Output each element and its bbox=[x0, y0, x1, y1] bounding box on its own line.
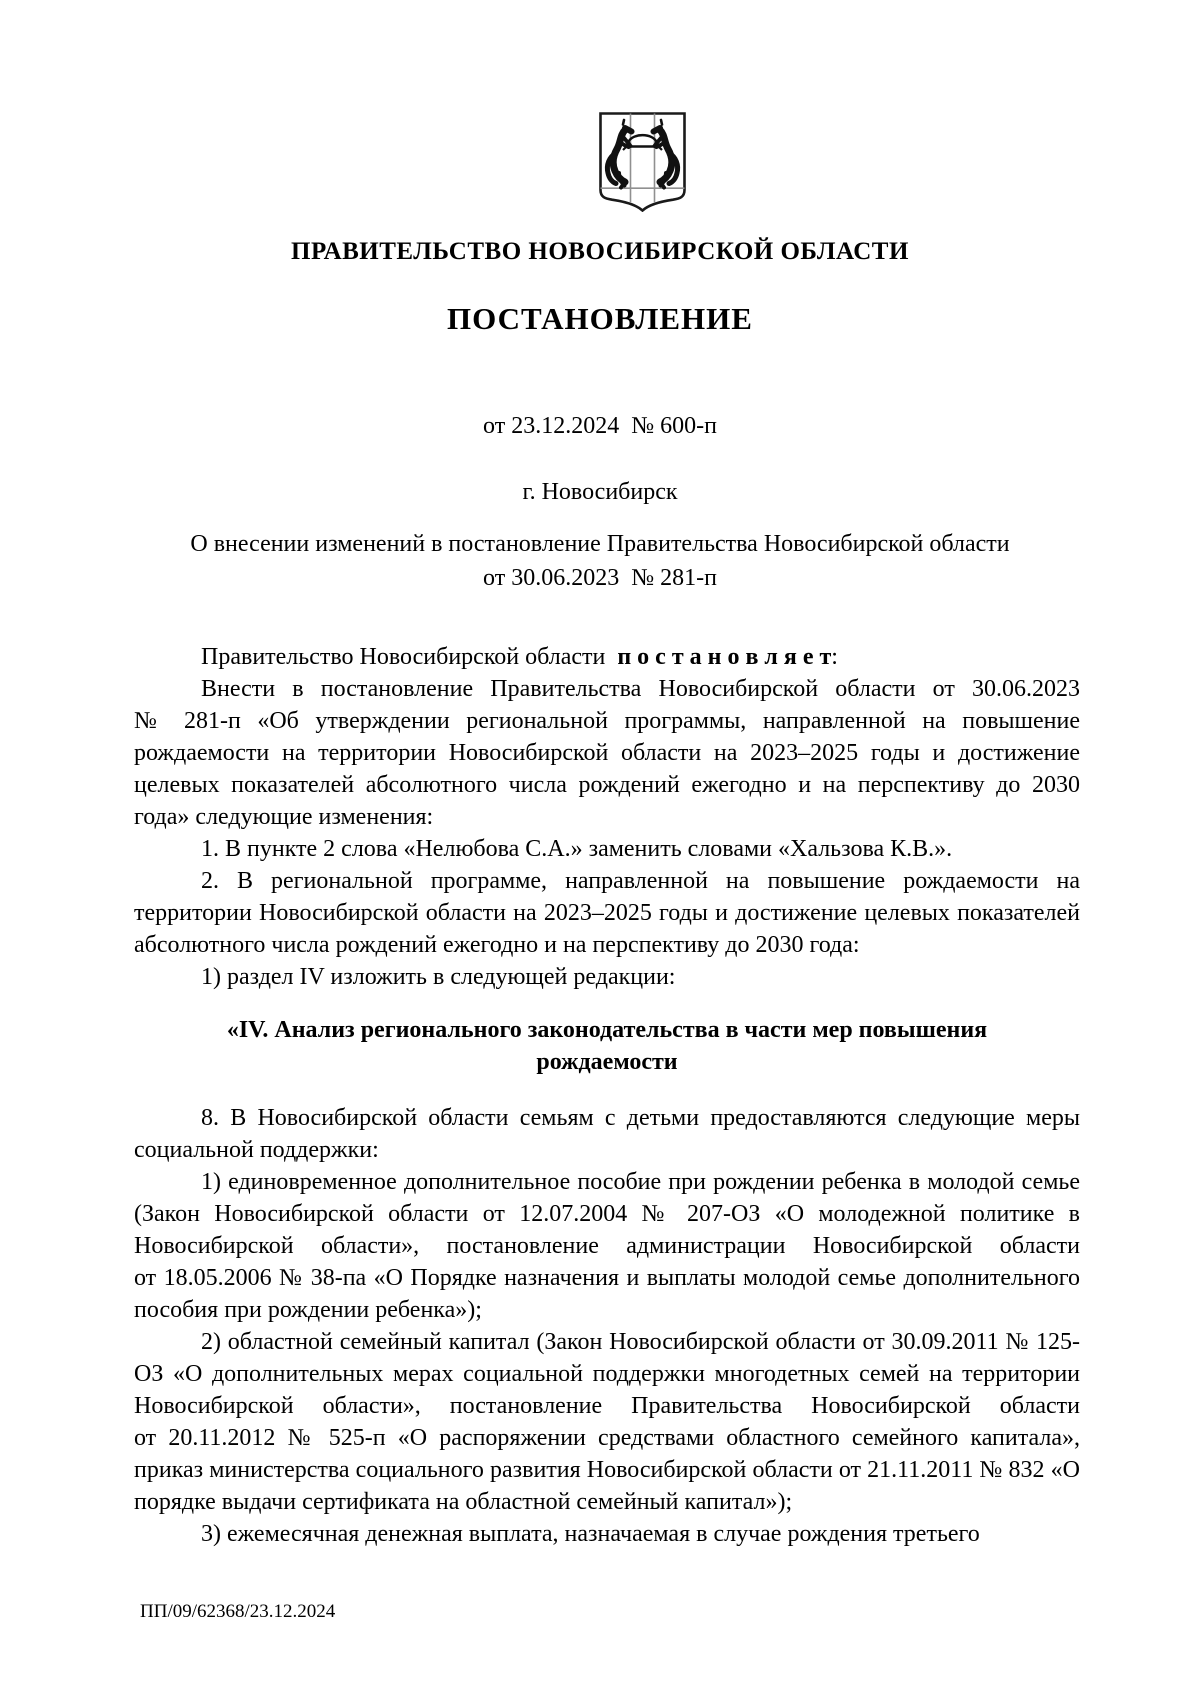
document-subject-line1: О внесении изменений в постановление Правительства Новосибирской области bbox=[190, 531, 1010, 557]
paragraph: 2) областной семейный капитал (Закон Новосибирской области от 30.09.2011 № 125-ОЗ «О дополнительных мерах социальной поддержки многодетных семей на территории Новосибирской области», постановление Правительства Новосибирской области от 20.11.2012 № 525-п «О распоряжении средствами областного семейного капитала», приказ министерства социального развития Новосибирской области от 21.11.2011 № 832 «О порядке выдачи сертификата на областной семейный капитал»); bbox=[134, 1329, 1080, 1515]
paragraph: Внести в постановление Правительства Новосибирской области от 30.06.2023 № 281-п «Об утверждении региональной программы, направленной на повышение рождаемости на территории Новосибирской области на 2023–2025 годы и достижение целевых показателей абсолютного числа рождений ежегодно и на перспективу до 2030 года» следующие изменения: bbox=[134, 676, 1080, 830]
document-type-title: ПОСТАНОВЛЕНИЕ bbox=[447, 301, 753, 336]
paragraph-resolves bbox=[134, 641, 1080, 673]
resolve-prefix: Правительство Новосибирской области bbox=[201, 644, 618, 670]
paragraph: 1) единовременное дополнительное пособие при рождении ребенка в молодой семье (Закон Новосибирской области от 12.07.2004 № 207-ОЗ «О молодежной политике в Новосибирской области», постановление администрации Новосибирской области от 18.05.2006 № 38-па «О Порядке назначения и выплаты молодой семье дополнительного пособия при рождении ребенка»); bbox=[134, 1169, 1080, 1323]
resolve-keyword: п о с т а н о в л я е т bbox=[617, 644, 832, 670]
date-number-line: от 23.12.2024 № 600-п bbox=[483, 413, 717, 439]
section-heading-line2: рождаемости bbox=[536, 1049, 678, 1075]
doc-reference-number: ПП/09/62368/23.12.2024 bbox=[140, 1601, 336, 1622]
section-heading bbox=[134, 1014, 1080, 1078]
paragraph: 2. В региональной программе, направленной на повышение рождаемости на территории Новосибирской области на 2023–2025 годы и достижение целевых показателей абсолютного числа рождений ежегодно и на перспективу до 2030 года: bbox=[134, 868, 1080, 958]
document-subject-line2: от 30.06.2023 № 281-п bbox=[483, 565, 717, 591]
document-subject bbox=[120, 527, 1080, 595]
paragraph: 1) раздел IV изложить в следующей редакции: bbox=[201, 964, 676, 990]
novosibirsk-oblast-coat-of-arms-icon bbox=[597, 111, 688, 212]
city-line: г. Новосибирск bbox=[522, 479, 678, 505]
paragraph: 3) ежемесячная денежная выплата, назначаемая в случае рождения третьего bbox=[201, 1521, 980, 1547]
organization-name: ПРАВИТЕЛЬСТВО НОВОСИБИРСКОЙ ОБЛАСТИ bbox=[291, 238, 909, 265]
resolve-suffix: : bbox=[831, 644, 838, 670]
document-body bbox=[134, 641, 1080, 1550]
paragraph: 8. В Новосибирской области семьям с детьми предоставляются следующие меры социальной поддержки: bbox=[134, 1105, 1080, 1163]
section-heading-line1: «IV. Анализ регионального законодательства в части мер повышения bbox=[226, 1017, 988, 1043]
paragraph: 1. В пункте 2 слова «Нелюбова С.А.» заменить словами «Хальзова К.В.». bbox=[201, 836, 953, 862]
